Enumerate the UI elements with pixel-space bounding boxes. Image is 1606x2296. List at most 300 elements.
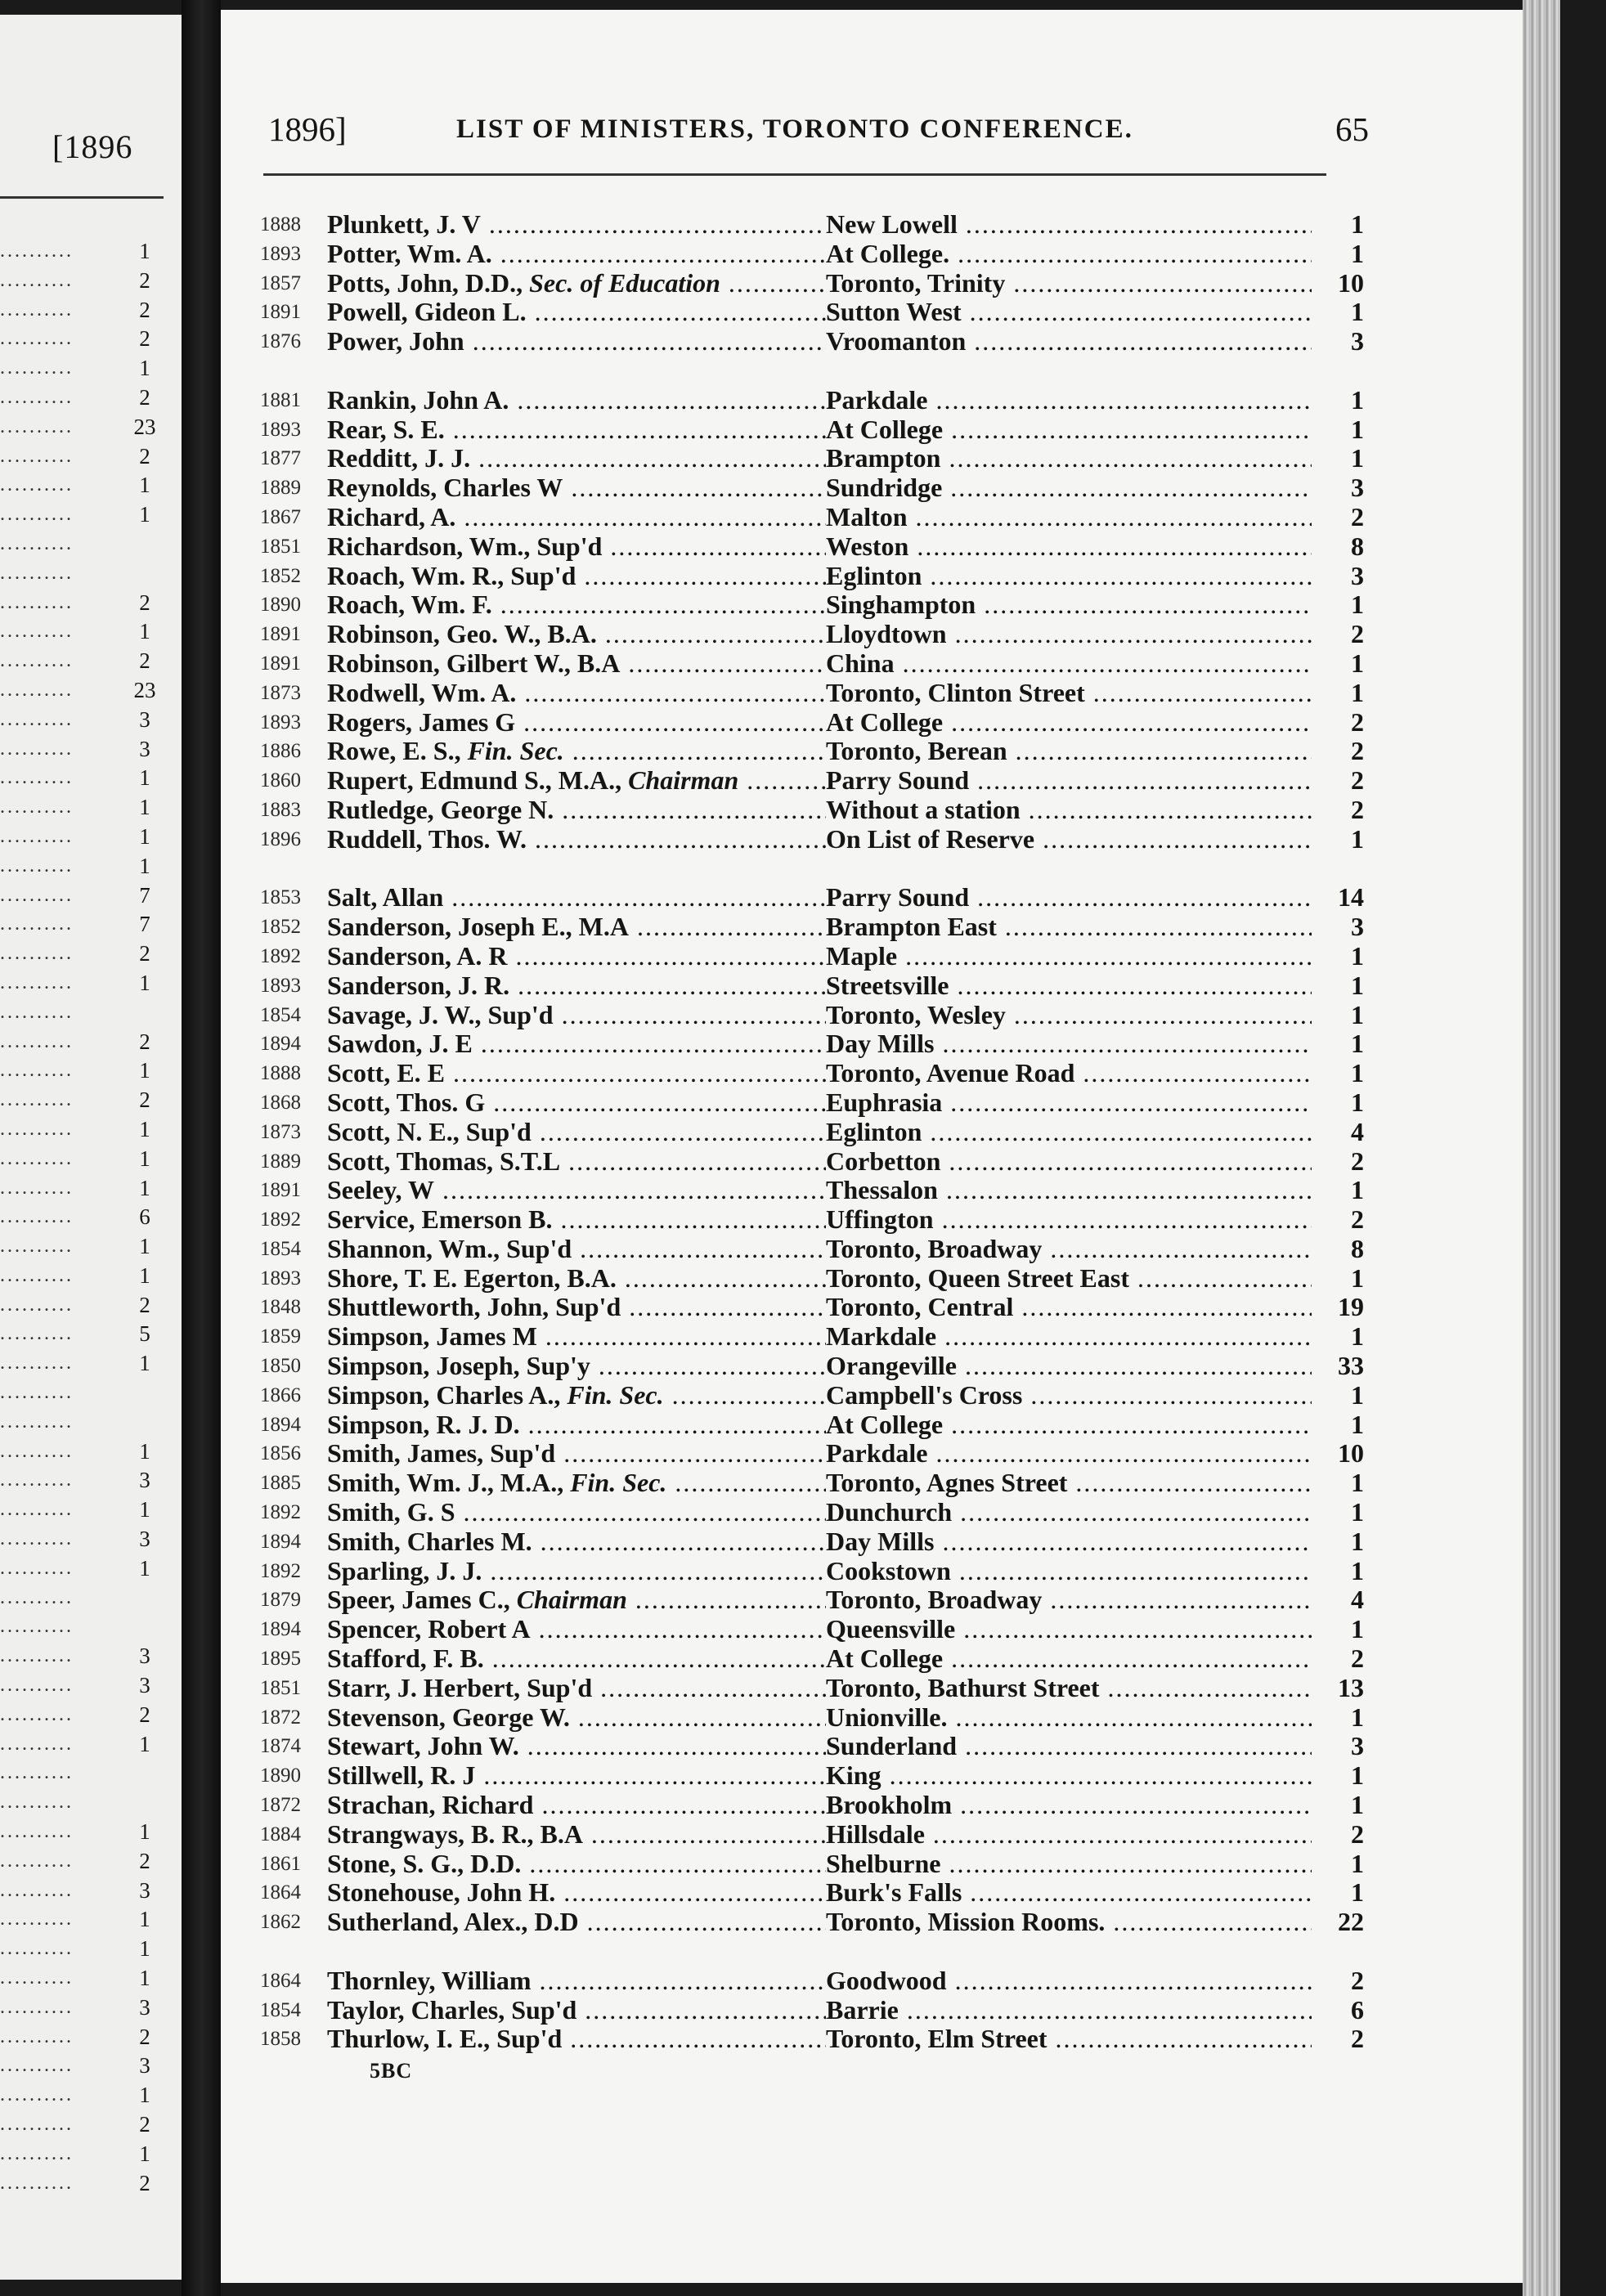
left-page-leader: .......... [0,1821,74,1843]
left-page-leader: .......... [0,386,74,408]
left-page-number: 2 [139,648,150,674]
entry-years-count: 10 [1315,1439,1364,1469]
left-page-leader: .......... [0,1235,74,1258]
entry-years-count: 8 [1315,532,1364,562]
left-page-row [0,383,172,413]
entry-name-text: Shannon, Wm., Sup'd [327,1234,572,1263]
left-page-number: 1 [139,2083,150,2108]
left-page-leader: .......... [0,1440,74,1462]
list-item [260,679,1375,708]
left-page-number: 1 [139,1262,150,1288]
entry-name-text: Rear, S. E. [327,415,445,444]
left-page-leader: .......... [0,621,74,643]
left-page-number: 3 [139,1673,150,1698]
entry-station: Weston ..... [826,532,1312,562]
entry-station: Toronto, Broadway ..... [826,1235,1312,1264]
entry-years-count: 14 [1315,883,1364,913]
entry-station: Toronto, Berean ..... [826,737,1312,766]
left-page-number: 1 [139,1175,150,1200]
entry-station: At College ..... [826,415,1312,445]
left-page-number: 3 [139,1644,150,1669]
left-page-row [0,1262,172,1291]
left-page-leader: .......... [0,943,74,965]
entry-station: Euphrasia ..... [826,1088,1312,1118]
left-page-row [0,1174,172,1204]
entry-station: Without a station ..... [826,796,1312,825]
left-page-row [0,1701,172,1730]
left-page-number: 1 [139,1438,150,1464]
left-page-row [0,471,172,500]
entry-name-text: Smith, Charles M. [327,1527,532,1556]
list-item [260,708,1375,738]
left-page-row [0,793,172,823]
entry-years-count: 1 [1315,1527,1364,1557]
left-page-row [0,500,172,530]
left-page-row [0,589,172,618]
left-page-number: 7 [139,882,150,908]
entry-office: Sec. of Education [529,268,720,298]
list-item [260,1381,1375,1410]
entry-station: Eglinton ..... [826,1118,1312,1147]
list-item [260,1644,1375,1674]
entry-year: 1862 [260,1911,301,1934]
left-page-leader: .......... [0,357,74,379]
left-page-number: 2 [139,384,150,410]
entry-years-count: 1 [1315,590,1364,620]
entry-name-text: Scott, Thos. G [327,1087,486,1117]
list-item [260,1761,1375,1791]
entry-name-text: Stone, S. G., D.D. [327,1849,522,1878]
left-page-column [0,237,172,2198]
entry-year: 1872 [260,1794,301,1817]
list-item [260,1732,1375,1761]
entry-name-text: Rankin, John A. [327,385,509,415]
left-page-leader: .......... [0,708,74,730]
left-page-number: 3 [139,1527,150,1552]
list-item [260,2025,1375,2054]
entry-station: Toronto, Central ..... [826,1293,1312,1322]
entry-years-count: 1 [1315,1703,1364,1733]
list-item [260,1059,1375,1088]
list-item [260,1791,1375,1820]
entry-name-text: Scott, Thomas, S.T.L [327,1146,561,1176]
left-page-row [0,1496,172,1525]
left-page-number: 1 [139,970,150,995]
entry-name-text: Stewart, John W. [327,1732,519,1761]
entry-station: Dunchurch ..... [826,1498,1312,1527]
entry-station: China ..... [826,649,1312,679]
entry-name-text: Sparling, J. J. [327,1556,482,1585]
list-item [260,1205,1375,1235]
left-page-leader: .......... [0,269,74,291]
left-page-number: 1 [139,853,150,878]
left-page-row [0,1056,172,1086]
left-page-row [0,1730,172,1760]
entry-year: 1881 [260,388,301,411]
left-page-row [0,2023,172,2052]
entry-years-count: 2 [1315,796,1364,825]
entry-name-text: Rogers, James G [327,707,516,737]
list-item [260,1527,1375,1557]
left-page-number: 1 [139,2141,150,2166]
entry-station: Parkdale ..... [826,386,1312,415]
left-page-row [0,764,172,793]
entry-years-count: 1 [1315,1615,1364,1644]
entry-station: King ..... [826,1761,1312,1791]
left-page-number: 1 [139,1234,150,1259]
left-page-number: 1 [139,1116,150,1141]
entry-year: 1886 [260,740,301,763]
left-page-row [0,2140,172,2169]
left-page-leader: .......... [0,1382,74,1404]
entry-station: Eglinton ..... [826,562,1312,591]
list-item [260,1147,1375,1177]
left-page-leader: .......... [0,240,74,262]
left-page-number: 1 [139,1146,150,1171]
entry-year: 1851 [260,1676,301,1699]
left-page-leader: .......... [0,1996,74,2018]
entry-station: At College. ..... [826,240,1312,269]
entry-years-count: 1 [1315,1557,1364,1586]
list-item [260,1615,1375,1644]
left-page-leader: .......... [0,1879,74,1901]
entry-station: Sutton West ..... [826,298,1312,327]
left-page-leader: .......... [0,2172,74,2194]
list-item [260,620,1375,649]
entry-year: 1891 [260,301,301,324]
left-page-leader: .......... [0,1294,74,1316]
entry-year: 1873 [260,681,301,704]
entry-year: 1852 [260,564,301,587]
entry-year: 1852 [260,916,301,939]
entry-years-count: 1 [1315,1498,1364,1527]
left-page-number: 1 [139,1936,150,1962]
list-item [260,532,1375,562]
list-item [260,1908,1375,1937]
entry-years-count: 2 [1315,766,1364,796]
list-item [260,796,1375,825]
left-page-row [0,998,172,1028]
left-page-row [0,1349,172,1379]
left-page-row [0,296,172,325]
list-item [260,913,1375,942]
entry-years-count: 1 [1315,942,1364,971]
entry-station: Singhampton ..... [826,590,1312,620]
entry-name-text: Rowe, E. S., [327,737,468,766]
left-page-leader: .......... [0,1089,74,1111]
page-edge [1523,0,1560,2296]
left-page-leader: .......... [0,532,74,554]
left-page-number: 2 [139,1087,150,1113]
entry-years-count: 1 [1315,649,1364,679]
list-item [260,1410,1375,1440]
entry-station: At College ..... [826,1644,1312,1674]
left-page-row [0,1818,172,1847]
entry-name-text: Ruddell, Thos. W. [327,824,527,854]
entry-name-text: Seeley, W [327,1176,434,1205]
left-page-row [0,1759,172,1788]
entry-name-text: Power, John [327,327,464,357]
list-item [260,1557,1375,1586]
left-page-leader: .......... [0,1206,74,1228]
entry-name-text: Richardson, Wm., Sup'd [327,531,603,561]
list-item [260,562,1375,591]
entry-name-text: Starr, J. Herbert, Sup'd [327,1673,593,1702]
entry-station: Brookholm ..... [826,1791,1312,1820]
entry-year: 1891 [260,1179,301,1202]
entry-year: 1892 [260,944,301,967]
left-page-row [0,823,172,852]
left-page-leader: .......... [0,1792,74,1814]
entry-years-count: 1 [1315,210,1364,240]
entry-year: 1850 [260,1355,301,1378]
left-page-leader: .......... [0,971,74,993]
list-item [260,1264,1375,1294]
list-item [260,1001,1375,1030]
list-item [260,1469,1375,1498]
entry-year: 1879 [260,1589,301,1612]
left-page-leader: .......... [0,1001,74,1023]
left-page-number: 2 [139,2112,150,2137]
entry-station: Toronto, Mission Rooms. ..... [826,1908,1312,1937]
left-page-leader: .......... [0,738,74,760]
left-page-number: 3 [139,736,150,761]
running-head-year: 1896] [268,110,347,148]
left-page-leader: .......... [0,1060,74,1082]
left-page-number: 2 [139,297,150,322]
entry-years-count: 33 [1315,1352,1364,1381]
list-item [260,825,1375,854]
entry-years-count: 1 [1315,1059,1364,1088]
entry-station: Malton ..... [826,503,1312,532]
list-item [260,1322,1375,1352]
left-page-row [0,559,172,589]
entry-years-count: 22 [1315,1908,1364,1937]
left-page-leader: .......... [0,1762,74,1784]
entry-station: Sunderland ..... [826,1732,1312,1761]
entry-year: 1884 [260,1823,301,1845]
entry-year: 1864 [260,1881,301,1904]
left-page-row [0,1993,172,2023]
left-page-row [0,1086,172,1115]
entry-years-count: 1 [1315,1264,1364,1294]
entry-station: Toronto, Avenue Road ..... [826,1059,1312,1088]
entry-year: 1889 [260,477,301,500]
entry-year: 1890 [260,594,301,617]
entry-name-text: Simpson, Charles A., [327,1380,567,1410]
entry-name-text: Scott, E. E [327,1059,445,1088]
entry-station: Barrie ..... [826,1996,1312,2025]
entry-year: 1874 [260,1735,301,1758]
entry-station: Day Mills ..... [826,1527,1312,1557]
entry-years-count: 2 [1315,1644,1364,1674]
left-page-leader: .......... [0,1177,74,1199]
left-page-row [0,1554,172,1584]
entry-name-text: Rodwell, Wm. A. [327,678,517,707]
left-page-row [0,881,172,911]
left-page-number: 2 [139,1848,150,1873]
entry-name-text: Thornley, William [327,1966,532,1995]
entry-year: 1894 [260,1530,301,1553]
left-page-leader: .......... [0,328,74,350]
entry-years-count: 1 [1315,1088,1364,1118]
left-page-leader: .......... [0,1410,74,1433]
entry-year: 1891 [260,623,301,646]
running-head-title: LIST OF MINISTERS, TORONTO CONFERENCE. [456,114,1133,144]
entry-year: 1889 [260,1150,301,1173]
left-page-leader: .......... [0,1118,74,1140]
left-page-row [0,1145,172,1174]
entry-year: 1894 [260,1413,301,1436]
entry-station: Unionville. ..... [826,1703,1312,1733]
entry-name-text: Stillwell, R. J [327,1761,476,1791]
left-page-leader: .......... [0,1147,74,1169]
list-item [260,1703,1375,1733]
entry-name-text: Sanderson, A. R [327,941,508,971]
entry-office: Chairman [628,766,739,796]
left-page-number: 2 [139,590,150,615]
entry-year: 1854 [260,1003,301,1026]
entry-name-text: Simpson, R. J. D. [327,1410,520,1439]
left-page-leader: .......... [0,1645,74,1667]
left-page-number: 1 [139,239,150,263]
left-page-row [0,1964,172,1993]
entry-years-count: 1 [1315,825,1364,854]
entry-name-text: Reynolds, Charles W [327,473,563,503]
list-item [260,269,1375,298]
left-page-leader: .......... [0,767,74,789]
entry-name-text: Shuttleworth, John, Sup'd [327,1293,621,1322]
entry-station: Uffington ..... [826,1205,1312,1235]
list-item [260,298,1375,327]
entry-station: Corbetton ..... [826,1147,1312,1177]
entry-years-count: 1 [1315,1410,1364,1440]
entry-name-text: Smith, James, Sup'd [327,1439,556,1469]
left-page-row [0,1028,172,1057]
entry-station: Orangeville ..... [826,1352,1312,1381]
entry-years-count: 1 [1315,298,1364,327]
entry-year: 1891 [260,652,301,675]
printer-signature: 5BC [370,2059,413,2083]
running-head [268,110,1369,155]
left-page-number: 1 [139,1351,150,1376]
left-page-row [0,1203,172,1232]
left-page-number: 1 [139,1819,150,1845]
entry-years-count: 1 [1315,1469,1364,1498]
entry-name-text: Potts, John, D.D., [327,268,530,298]
entry-years-count: 8 [1315,1235,1364,1264]
left-page-number: 1 [139,1497,150,1522]
entry-name-text: Stafford, F. B. [327,1644,484,1674]
entry-year: 1859 [260,1325,301,1348]
left-page-leader: .......... [0,2055,74,2077]
left-page-leader: .......... [0,1908,74,1931]
left-page-leader: .......... [0,1967,74,1989]
list-item [260,1996,1375,2025]
entry-years-count: 2 [1315,1205,1364,1235]
left-page-row [0,2052,172,2081]
entry-station: Goodwood ..... [826,1966,1312,1996]
entry-name-text: Plunkett, J. V [327,210,481,239]
entry-office: Fin. Sec. [567,1380,664,1410]
section-gap [260,1937,1375,1966]
left-page-leader: .......... [0,1850,74,1872]
entry-name-text: Stevenson, George W. [327,1702,570,1732]
entry-years-count: 2 [1315,503,1364,532]
entry-name-text: Strachan, Richard [327,1791,534,1820]
left-page-row [0,735,172,765]
left-page-leader: .......... [0,1938,74,1960]
left-page-number: 1 [139,823,150,849]
left-page-row [0,2169,172,2199]
entry-years-count: 2 [1315,1966,1364,1996]
entry-year: 1848 [260,1296,301,1319]
left-page-row [0,1935,172,1964]
entry-name-text: Thurlow, I. E., Sup'd [327,2025,563,2054]
left-page-leader: .......... [0,1030,74,1052]
left-page-number: 23 [133,414,156,439]
left-page-number: 5 [139,1321,150,1347]
entry-years-count: 1 [1315,1029,1364,1059]
left-page-row [0,1788,172,1818]
entry-name-text: Roach, Wm. R., Sup'd [327,561,576,590]
entry-years-count: 3 [1315,913,1364,942]
entry-years-count: 3 [1315,473,1364,503]
entry-name-text: Robinson, Geo. W., B.A. [327,620,597,649]
left-page-leader: .......... [0,1352,74,1374]
entry-years-count: 1 [1315,1878,1364,1908]
entry-station: Thessalon ..... [826,1176,1312,1205]
left-page-number: 1 [139,1907,150,1932]
entry-name-text: Service, Emerson B. [327,1205,553,1235]
section-gap [260,854,1375,884]
list-item [260,590,1375,620]
entry-station: Toronto, Wesley ..... [826,1001,1312,1030]
left-page-leader: .......... [0,415,74,437]
entry-year: 1894 [260,1033,301,1056]
left-page-number: 3 [139,706,150,732]
entry-name-text: Taylor, Charles, Sup'd [327,1995,577,2025]
left-page-row [0,852,172,881]
left-page-leader: .......... [0,2142,74,2164]
left-page-row [0,2110,172,2140]
left-page-row [0,676,172,706]
left-page-leader: .......... [0,474,74,496]
left-page-leader: .......... [0,854,74,877]
entry-years-count: 13 [1315,1674,1364,1703]
entry-name-text: Robinson, Gilbert W., B.A [327,648,621,678]
section-gap [260,357,1375,386]
entry-years-count: 3 [1315,562,1364,591]
list-item [260,1498,1375,1527]
list-item [260,1029,1375,1059]
left-page-leader: .......... [0,650,74,672]
entry-name-text: Roach, Wm. F. [327,590,492,620]
entry-years-count: 10 [1315,269,1364,298]
list-item [260,444,1375,473]
list-item [260,1878,1375,1908]
entry-name-text: Sawdon, J. E [327,1029,473,1059]
entry-station: Shelburne ..... [826,1850,1312,1879]
list-item [260,1674,1375,1703]
left-page-number: 2 [139,326,150,352]
entry-name-text: Sanderson, J. R. [327,971,510,1000]
left-page-row [0,910,172,939]
left-page-leader: .......... [0,2025,74,2047]
left-page-row [0,530,172,559]
entry-years-count: 2 [1315,708,1364,738]
left-page-number: 1 [139,795,150,820]
